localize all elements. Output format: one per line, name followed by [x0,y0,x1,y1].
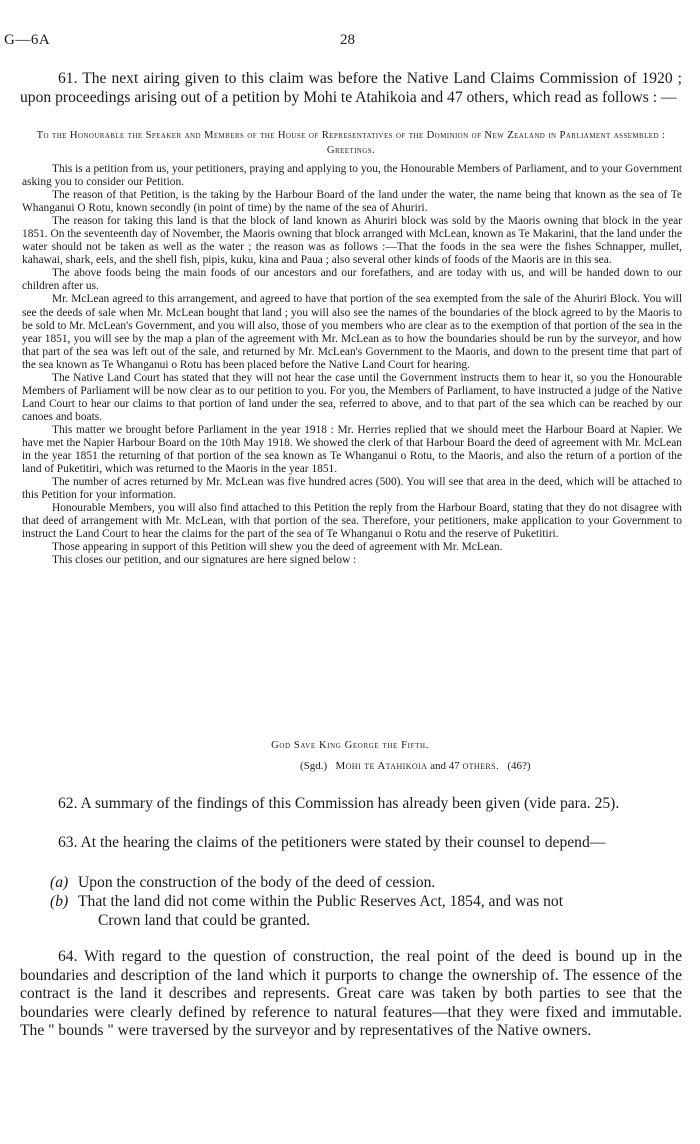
petition-address-text: To the Honourable the Speaker and Members of the House of Representatives of the Dominion of New Zealand in Parliament assembled : Greetings. [36,130,666,156]
petition-paragraph: Honourable Members, you will also find attached to this Petition the reply from the Harbour Board, stating that they do not disagree with that deed of arrangement with Mr. McLean, with that portion of the sea. Therefore, your petitioners, make application to your Government to instruct the Land Court to hear the claims for the part of the sea of Te Whanganui o Rotu and the reserve of Puketitiri. [22,502,682,541]
list-item-b [50,893,682,912]
paragraph-64 [20,948,682,1041]
paragraph-63 [20,834,682,853]
signature-prefix: (Sgd.) [300,760,328,772]
list-item-b-continuation [50,912,682,931]
paragraph-61-text: 61. The next airing given to this claim was before the Native Land Claims Commission of 1920 ; upon proceedings arising out of a petition by Mohi te Atahikoia and 47 others, which read as follows : — [20,70,682,106]
signature-ref: (46?) [507,760,531,772]
list-item-label: (a) [50,874,69,891]
paragraph-63-text: 63. At the hearing the claims of the petitioners were stated by their counsel to depend— [58,834,606,851]
petition-paragraph: The reason for taking this land is that the block of land known as Ahuriri block was sold by the Maoris owning that block in the year 1851. On the seventeenth day of November, the Maoris owning that block arranged with McLean, known as Te Makarini, that the land under the water should not be taken as well as the water ; the reason was as follows :—That the foods in the sea were the fishes Schnapper, mullet, kahawai, shark, eels, and the shell fish, pipis, kuku, kina and Paua ; also several other kinds of foods of the Maoris are in this sea. [22,215,682,267]
petition-closing: God Save King George the Fifth. [271,740,429,751]
list-item-a [50,874,682,893]
petition-paragraph: The above foods being the main foods of our ancestors and our forefathers, and are today with us, and will be handed down to our children after us. [22,267,682,293]
petition-address [20,128,682,158]
petition-paragraph: This closes our petition, and our signatures are here signed below : [52,554,357,567]
petition-body [22,163,682,567]
list-item-text: That the land did not come within the Public Reserves Act, 1854, and was not [78,893,564,910]
petition-paragraph: This is a petition from us, your petitioners, praying and applying to you, the Honourable Members of Parliament, and to your Government asking you to consider our Petition. [22,163,682,189]
petition-signature [300,760,531,772]
petition-paragraph: The reason of that Petition, is the taking by the Harbour Board of the land under the water, the name being that known as the sea of Te Whanganui O Rotu, known secondly (in point of time) by the name of the sea of Ahuriri. [22,189,682,215]
list-item-label: (b) [50,893,69,910]
series-reference: G—6A [4,32,51,48]
petition-paragraph: Those appearing in support of this Petition will shew you the deed of agreement with Mr. McLean. [52,541,503,554]
paragraph-62-text: 62. A summary of the findings of this Commission has already been given (vide para. 25). [58,795,620,812]
signature-name: Mohi te Atahikoia [335,760,428,772]
list-item-continuation-text: Crown land that could be granted. [98,912,311,929]
signature-mid: and 47 [430,760,460,772]
page-number: 28 [340,32,355,48]
paragraph-62 [20,795,682,814]
signature-others: others. [462,760,500,772]
petition-paragraph: The Native Land Court has stated that they will not hear the case until the Government instructs them to hear it, so you the Honourable Members of Parliament will be now clear as to our petition to you. For you, the Members of Parliament, to have instructed a judge of the Native Land Court to hear our claims to that portion of land under the sea, referred to above, and to that part of the sea which can be reached by our canoes and boats. [22,371,682,423]
petition-paragraph: The number of acres returned by Mr. McLean was five hundred acres (500). You will see that area in the deed, which will be attached to this Petition for your information. [22,476,682,502]
paragraph-64-text: 64. With regard to the question of construction, the real point of the deed is bound up in the boundaries and description of the land which it purports to change the ownership of. The essence of the contract is the land it describes and represents. Great care was taken by both parties to see that the boundaries were clearly defined by reference to natural features—that they were fixed and immutable. The " bounds " were traversed by the surveyor and by representatives of the Native owners. [20,948,682,1039]
petition-paragraph: Mr. McLean agreed to this arrangement, and agreed to have that portion of the sea exempted from the sale of the Ahuriri Block. You will see the deeds of sale when Mr. McLean bought that land ; you will also see the names of the boundaries of the block agreed to by the Maoris to be sold to Mr. McLean's Government, and you will also, those of you members who are clear as to the exemption of that portion of the sea in the year 1851, you will see by the map a plan of the agreement with Mr. McLean as to how the boundaries should be run by the surveyor, and how that part of the sea was left out of the sale, and returned by Mr. McLean's Government to the Maoris, and down to the present time that part of the sea known as Te Whanganui o Rotu has been placed before the Native Land Court for hearing. [22,293,682,371]
petition-paragraph: This matter we brought before Parliament in the year 1918 : Mr. Herries replied that we should meet the Harbour Board at Napier. We have met the Napier Harbour Board on the 10th May 1918. We showed the clerk of that Harbour Board the deed of agreement with Mr. McLean in the year 1851 the returning of that portion of the sea known as Te Whanganui o Rotu, to the Maoris, and also the return of a portion of the land of Puketitiri, which was returned to the Maoris in the year 1851. [22,423,682,476]
paragraph-61 [20,70,682,107]
list-item-text: Upon the construction of the body of the deed of cession. [78,874,436,891]
